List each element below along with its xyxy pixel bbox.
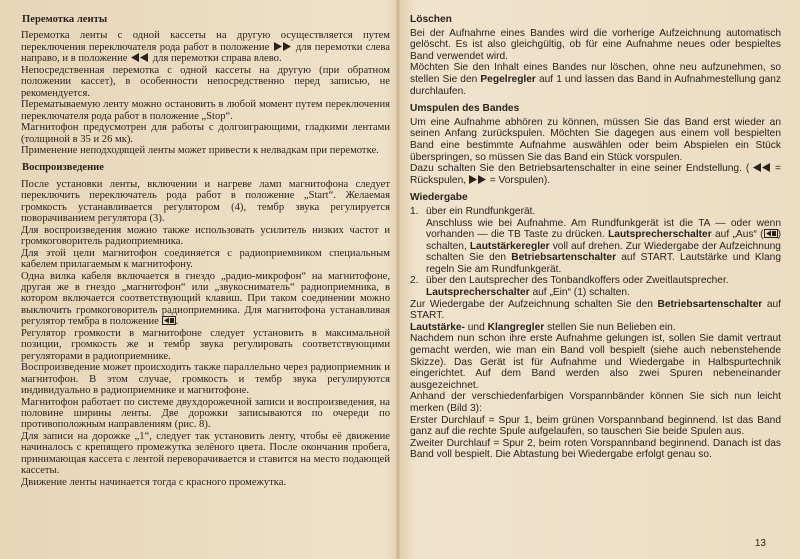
heading-playback-de: Wiedergabe xyxy=(410,192,468,204)
paragraph: Магнитофон предусмотрен для работы с долгоиграющими, гладкими лентами (толщиной в 35 и 26 мк). xyxy=(21,122,390,145)
page-fold xyxy=(396,0,400,559)
paragraph: После установки ленты, включении и нагреве ламп магнитофона следует переключить переключатель рода работ в положение „Start“. Желаемая громкость устанавливается регулятором (4), тембр звука регулируется поворачиванием регулятора (3). xyxy=(21,178,390,225)
rewind-icon xyxy=(130,53,150,62)
heading-playback-ru: Воспроизведение xyxy=(22,162,104,174)
heading-rewind-de: Umspulen des Bandes xyxy=(410,103,520,115)
paragraph: Перемотка ленты с одной кассеты на другую осуществляется путем переключения переключателя рода работ в положение для перемотки слева направо, и в положение для перемотки справа влево. xyxy=(21,30,390,65)
tone-switch-icon xyxy=(162,316,176,325)
heading-rewind-ru: Перемотка ленты xyxy=(22,14,108,25)
paragraph: Магнитофон работает по системе двухдорожечной записи и воспроизведения, на половине ширины ленты. Две дорожки записываются по очереди по противоположным направлениям (рис. 8). xyxy=(21,396,390,431)
paragraph: Непосредственная перемотка с одной кассеты на другую (при обратном положении кассет), в особенности непосредственно перед записью, не рекомендуется. xyxy=(21,64,390,99)
rewind-icon xyxy=(753,163,771,172)
speaker-off-icon xyxy=(764,229,778,238)
paragraph: Для воспроизведения можно также использовать усилитель низких частот и громкоговоритель радиоприемника. xyxy=(21,224,390,248)
paragraph: Um eine Aufnahme abhören zu können, müssen Sie das Band erst wieder an seinen Anfang zurückspulen. Möchten Sie dagegen aus einem voll bespielten Band eine bestimmte Aufnahme auswählen oder beim Abspielen ein Stück überspringen, so müssen Sie das Band ein Stück vorspulen. xyxy=(410,116,781,163)
fast-forward-icon xyxy=(469,175,487,184)
paragraph: Zweiter Durchlauf = Spur 2, beim roten Vorspannband beginnend. Danach ist das Band voll bespielt. Die Abtastung bei Wiedergabe erfolgt genau so. xyxy=(410,437,781,461)
paragraph: Одна вилка кабеля включается в гнездо „радио-микрофон“ на магнитофоне, другая же в гнездо „магнитофон“ или „звукосниматель“ радиоприемника, в котором включается соответствующий клавиш. При таком соединении можно выключить громкоговоритель радиоприемника. Для магнитофона устанавливая регулятор тембра в положение . xyxy=(21,270,390,328)
paragraph: Möchten Sie den Inhalt eines Bandes nur löschen, ohne neu aufzunehmen, so stellen Sie den Pegelregler auf 1 und lassen das Band in Aufnahmestellung ganz durchlaufen. xyxy=(410,62,781,97)
paragraph: Bei der Aufnahme eines Bandes wird die vorherige Aufzeichnung automatisch gelöscht. Es ist also gleichgültig, ob für eine Aufnahme neues oder bespieltes Band verwendet wird. xyxy=(410,27,781,62)
list-item: 1. über ein Rundfunkgerät. Anschluss wie bei Aufnahme. Am Rundfunkgerät ist die TA — oder wenn vorhanden — die TB Taste zu drücken. Lautsprecherschalter auf „Aus“ ( ) schalten, Lautstärkeregler voll auf drehen. Zur Wiedergabe der Aufzeichnung schalten Sie den Betriebsartenschalter auf START. Lautstärke und Klang regeln Sie am Rundfunkgerät. xyxy=(410,205,781,275)
paragraph: Nachdem nun schon ihre erste Aufnahme gelungen ist, sollen Sie damit vertraut gemacht werden, wie man ein Band voll bespielt (siehe auch nebenstehende Skizze). Das Gerät ist für Aufnahme und Wiedergabe in Halbspurtechnik eingerichtet. Auf dem Band werden also zwei Spuren nebeneinander ausgezeichnet. xyxy=(410,333,781,391)
paragraph: Перематываемую ленту можно остановить в любой момент путем переключения переключателя рода работ в положение „Stop“. xyxy=(21,99,390,122)
heading-erase-de: Löschen xyxy=(410,14,452,25)
paragraph: Для этой цели магнитофон соединяется с радиоприемником специальным кабелем прилагаемым к магнитофону. xyxy=(21,247,390,271)
list-item: 2. über den Lautsprecher des Tonbandkoffers oder Zweitlautsprecher. Lautsprecherschalter auf „Ein“ (1) schalten. xyxy=(410,275,729,299)
paragraph: Для записи на дорожке „1“, следует так установить ленту, чтобы её движение начиналось с крепящего промежутка зелёного цвета. После окончания пробега, принимающая кассета с лентой переворачивается и ставится на место подающей кассеты. xyxy=(21,430,390,477)
paragraph: Движение ленты начинается тогда с красного промежутка. xyxy=(21,476,287,488)
paragraph: Регулятор громкости в магнитофоне следует установить в максимальной позиции, громкость же и тембр звука регулировать соответствующими регуляторами в радиоприемнике. xyxy=(21,327,390,362)
russian-column xyxy=(21,14,390,488)
paragraph: Anhand der verschiedenfarbigen Vorspannbänder können Sie sich nun leicht merken (Bild 3): xyxy=(410,391,781,414)
fast-forward-icon xyxy=(273,42,293,51)
paragraph: Lautstärke- und Klangregler stellen Sie nun Belieben ein. xyxy=(410,321,676,333)
paragraph: Zur Wiedergabe der Aufzeichnung schalten Sie den Betriebsartenschalter auf START. xyxy=(410,298,781,322)
playback-options-list xyxy=(410,206,781,299)
paragraph: Erster Durchlauf = Spur 1, beim grünen Vorspannband beginnend. Ist das Band ganz auf die rechte Spule aufgelaufen, so tauschen Sie beide Spulen aus. xyxy=(410,414,781,438)
german-column xyxy=(410,14,781,461)
paragraph: Dazu schalten Sie den Betriebsartenschalter in eine seiner Endstellung. ( = Rückspulen, = Vorspulen). xyxy=(410,163,781,186)
page-number: 13 xyxy=(754,538,766,549)
paragraph: Воспроизведение может происходить также параллельно через радиоприемник и магнитофон. В этом случае, громкость и тембр звука регулируются индивидуально в радиоприемнике и магнитофоне. xyxy=(21,362,390,397)
paragraph: Применение неподходящей ленты может привести к нелвадкам при перемотке. xyxy=(21,144,379,156)
